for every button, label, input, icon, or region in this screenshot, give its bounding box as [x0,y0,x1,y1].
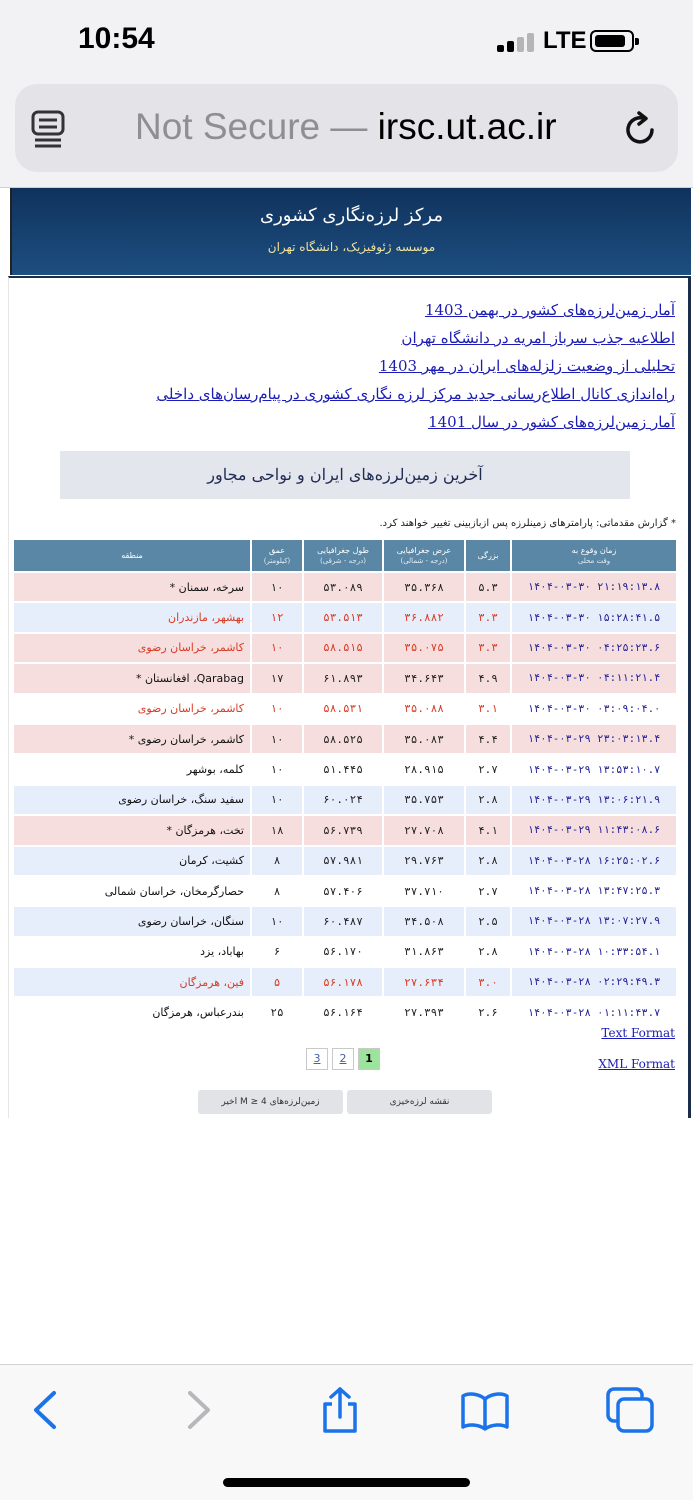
cell-time: ۱۴۰۴-۰۳-۲۹ ۱۳:۵۳:۱۰.۷ [512,755,676,783]
cell-time: ۱۴۰۴-۰۳-۲۸ ۱۳:۰۷:۲۷.۹ [512,907,676,935]
cell-depth: ۱۰ [252,725,302,753]
reload-icon[interactable] [622,110,660,148]
url-display[interactable] [135,106,557,148]
table-row [14,968,676,996]
table-row [14,755,676,783]
cell-time: ۱۴۰۴-۰۳-۲۹ ۱۱:۴۳:۰۸.۶ [512,816,676,844]
cell-longitude: ۵۱.۴۴۵ [304,755,382,783]
cell-magnitude: ۳.۱ [466,695,510,723]
site-subtitle: موسسه ژئوفیزیک، دانشگاه تهران [267,240,436,254]
browser-url-area [0,80,693,188]
cell-longitude: ۶۰.۰۲۴ [304,786,382,814]
xml-format-link[interactable]: XML Format [598,1057,675,1071]
cell-depth: ۱۰ [252,907,302,935]
table-row [14,998,676,1026]
cell-depth: ۱۰ [252,634,302,662]
text-format-link[interactable]: Text Format [601,1026,675,1040]
cell-latitude: ۳۶.۸۸۲ [384,603,464,631]
cell-depth: ۲۵ [252,998,302,1026]
table-row [14,938,676,966]
cell-depth: ۱۰ [252,755,302,783]
cell-region: بندرعباس، هرمزگان [14,998,250,1026]
cell-latitude: ۳۵.۳۶۸ [384,573,464,601]
cell-magnitude: ۳.۰ [466,968,510,996]
cell-region: کاشمر، خراسان رضوی [14,695,250,723]
cell-latitude: ۳۵.۰۷۵ [384,634,464,662]
news-link[interactable]: آمار زمین‌لرزه‌های کشور در سال 1401 [428,413,675,431]
cell-depth: ۸ [252,847,302,875]
web-page [0,188,693,1118]
table-row [14,695,676,723]
cell-depth: ۱۰ [252,695,302,723]
table-row [14,573,676,601]
news-link[interactable]: تحلیلی از وضعیت زلزله‌های ایران در مهر 1403 [378,357,675,375]
reader-icon[interactable] [31,110,65,148]
earthquake-table [12,538,678,1029]
cell-latitude: ۳۷.۷۱۰ [384,877,464,905]
url-domain: irsc.ut.ac.ir [377,106,557,147]
cell-depth: ۵ [252,968,302,996]
pagination [306,1048,380,1070]
cell-latitude: ۳۵.۷۵۳ [384,786,464,814]
cell-region: بهاباد، یزد [14,938,250,966]
cell-longitude: ۵۳.۰۸۹ [304,573,382,601]
cell-region: بهشهر، مازندران [14,603,250,631]
table-row [14,664,676,692]
cell-longitude: ۵۸.۵۱۵ [304,634,382,662]
cell-magnitude: ۲.۸ [466,847,510,875]
header-time: زمان وقوع به وقت محلی [512,540,676,571]
table-row [14,634,676,662]
recent-m4-button[interactable]: زمین‌لرزه‌های M ≥ 4 اخیر [198,1090,343,1114]
cell-time: ۱۴۰۴-۰۳-۲۸ ۱۰:۳۳:۵۴.۱ [512,938,676,966]
cell-longitude: ۶۱.۸۹۳ [304,664,382,692]
cell-magnitude: ۲.۸ [466,786,510,814]
table-row [14,816,676,844]
cell-time: ۱۴۰۴-۰۳-۲۸ ۰۲:۲۹:۴۹.۳ [512,968,676,996]
cell-longitude: ۵۶.۱۷۸ [304,968,382,996]
cell-region: سنگان، خراسان رضوی [14,907,250,935]
status-time: 10:54 [78,22,155,55]
cell-magnitude: ۳.۳ [466,634,510,662]
cell-region: کشیت، کرمان [14,847,250,875]
cell-time: ۱۴۰۴-۰۳-۲۸ ۱۳:۴۷:۲۵.۳ [512,877,676,905]
back-icon[interactable] [22,1387,72,1433]
cell-latitude: ۳۵.۰۸۸ [384,695,464,723]
address-bar[interactable] [15,84,678,172]
cell-magnitude: ۲.۶ [466,998,510,1026]
not-secure-label: Not Secure [135,106,321,147]
header-latitude: عرض جغرافیایی (درجه - شمالی) [384,540,464,571]
cell-latitude: ۳۱.۸۶۳ [384,938,464,966]
table-row [14,877,676,905]
news-link[interactable]: راه‌اندازی کانال اطلاع‌رسانی جدید مرکز لرزه نگاری کشوری در پیام‌رسان‌های داخلی [156,385,675,403]
page-link[interactable]: 3 [306,1048,328,1070]
site-title: مرکز لرزه‌نگاری کشوری [260,205,443,226]
cell-depth: ۱۲ [252,603,302,631]
header-region: منطقه [14,540,250,571]
cellular-signal-icon [497,32,537,52]
cell-latitude: ۲۷.۶۳۴ [384,968,464,996]
seismicity-map-button[interactable]: نقشه لرزه‌خیزی [347,1090,492,1114]
cell-latitude: ۲۷.۷۰۸ [384,816,464,844]
table-row [14,603,676,631]
cell-magnitude: ۵.۳ [466,573,510,601]
network-type: LTE [543,27,587,54]
cell-time: ۱۴۰۴-۰۳-۳۰ ۱۵:۲۸:۴۱.۵ [512,603,676,631]
table-row [14,725,676,753]
preliminary-note: * گزارش مقدماتی: پارامترهای زمینلرزه پس ازبازبینی تغییر خواهند کرد. [379,518,676,529]
cell-region: حصارگرمخان، خراسان شمالی [14,877,250,905]
cell-magnitude: ۲.۷ [466,877,510,905]
cell-latitude: ۳۴.۵۰۸ [384,907,464,935]
cell-time: ۱۴۰۴-۰۳-۳۰ ۲۱:۱۹:۱۳.۸ [512,573,676,601]
status-bar [0,0,693,80]
news-link[interactable]: آمار زمین‌لرزه‌های کشور در بهمن 1403 [424,301,675,319]
table-header-row [14,540,676,571]
cell-region: سفید سنگ، خراسان رضوی [14,786,250,814]
cell-region: کاشمر، خراسان رضوی * [14,725,250,753]
header-depth: عمق (کیلومتر) [252,540,302,571]
cell-magnitude: ۲.۸ [466,938,510,966]
table-row [14,847,676,875]
table-row [14,786,676,814]
cell-depth: ۱۸ [252,816,302,844]
cell-region: Qarabag، افغانستان * [14,664,250,692]
content-frame [8,276,691,1118]
cell-longitude: ۵۸.۵۲۵ [304,725,382,753]
site-header [10,188,691,275]
cell-longitude: ۵۶.۱۷۰ [304,938,382,966]
cell-longitude: ۶۰.۴۸۷ [304,907,382,935]
page-link[interactable]: 2 [332,1048,354,1070]
cell-latitude: ۲۷.۳۹۳ [384,998,464,1026]
cell-longitude: ۵۶.۱۶۴ [304,998,382,1026]
cell-depth: ۶ [252,938,302,966]
cell-latitude: ۲۸.۹۱۵ [384,755,464,783]
cell-time: ۱۴۰۴-۰۳-۳۰ ۰۴:۱۱:۲۱.۴ [512,664,676,692]
cell-latitude: ۳۴.۶۴۳ [384,664,464,692]
cell-magnitude: ۴.۹ [466,664,510,692]
cell-depth: ۱۷ [252,664,302,692]
cell-region: تخت، هرمزگان * [14,816,250,844]
cell-region: فین، هرمزگان [14,968,250,996]
cell-time: ۱۴۰۴-۰۳-۳۰ ۰۴:۲۵:۲۳.۶ [512,634,676,662]
header-longitude: طول جغرافیایی (درجه - شرقی) [304,540,382,571]
cell-longitude: ۵۶.۷۳۹ [304,816,382,844]
cell-depth: ۱۰ [252,786,302,814]
cell-longitude: ۵۸.۵۳۱ [304,695,382,723]
header-magnitude: بزرگی [466,540,510,571]
cell-time: ۱۴۰۴-۰۳-۲۹ ۲۳:۰۳:۱۳.۴ [512,725,676,753]
share-icon[interactable] [315,1387,365,1433]
page-link-current[interactable]: 1 [358,1048,380,1070]
cell-time: ۱۴۰۴-۰۳-۲۸ ۰۱:۱۱:۴۳.۷ [512,998,676,1026]
tabs-icon[interactable] [606,1387,656,1433]
cell-latitude: ۳۵.۰۸۳ [384,725,464,753]
cell-time: ۱۴۰۴-۰۳-۲۹ ۱۳:۰۶:۲۱.۹ [512,786,676,814]
bookmarks-icon[interactable] [460,1387,510,1433]
cell-region: سرخه، سمنان * [14,573,250,601]
home-indicator [223,1478,470,1487]
cell-longitude: ۵۷.۴۰۶ [304,877,382,905]
forward-icon[interactable] [172,1387,222,1433]
cell-region: کلمه، بوشهر [14,755,250,783]
cell-depth: ۱۰ [252,573,302,601]
section-title: آخرین زمین‌لرزه‌های ایران و نواحی مجاور [60,451,630,499]
news-list [156,296,675,436]
table-row [14,907,676,935]
cell-magnitude: ۴.۴ [466,725,510,753]
cell-longitude: ۵۷.۹۸۱ [304,847,382,875]
cell-time: ۱۴۰۴-۰۳-۳۰ ۰۳:۰۹:۰۴.۰ [512,695,676,723]
cell-time: ۱۴۰۴-۰۳-۲۸ ۱۶:۲۵:۰۲.۶ [512,847,676,875]
news-link[interactable]: اطلاعیه جذب سرباز امریه در دانشگاه تهران [401,329,675,347]
cell-magnitude: ۲.۷ [466,755,510,783]
cell-magnitude: ۳.۳ [466,603,510,631]
cell-region: کاشمر، خراسان رضوی [14,634,250,662]
cell-depth: ۸ [252,877,302,905]
cell-latitude: ۲۹.۷۶۳ [384,847,464,875]
battery-icon [590,30,634,52]
url-separator: — [330,106,368,147]
cell-longitude: ۵۳.۵۱۳ [304,603,382,631]
cell-magnitude: ۲.۵ [466,907,510,935]
cell-magnitude: ۴.۱ [466,816,510,844]
